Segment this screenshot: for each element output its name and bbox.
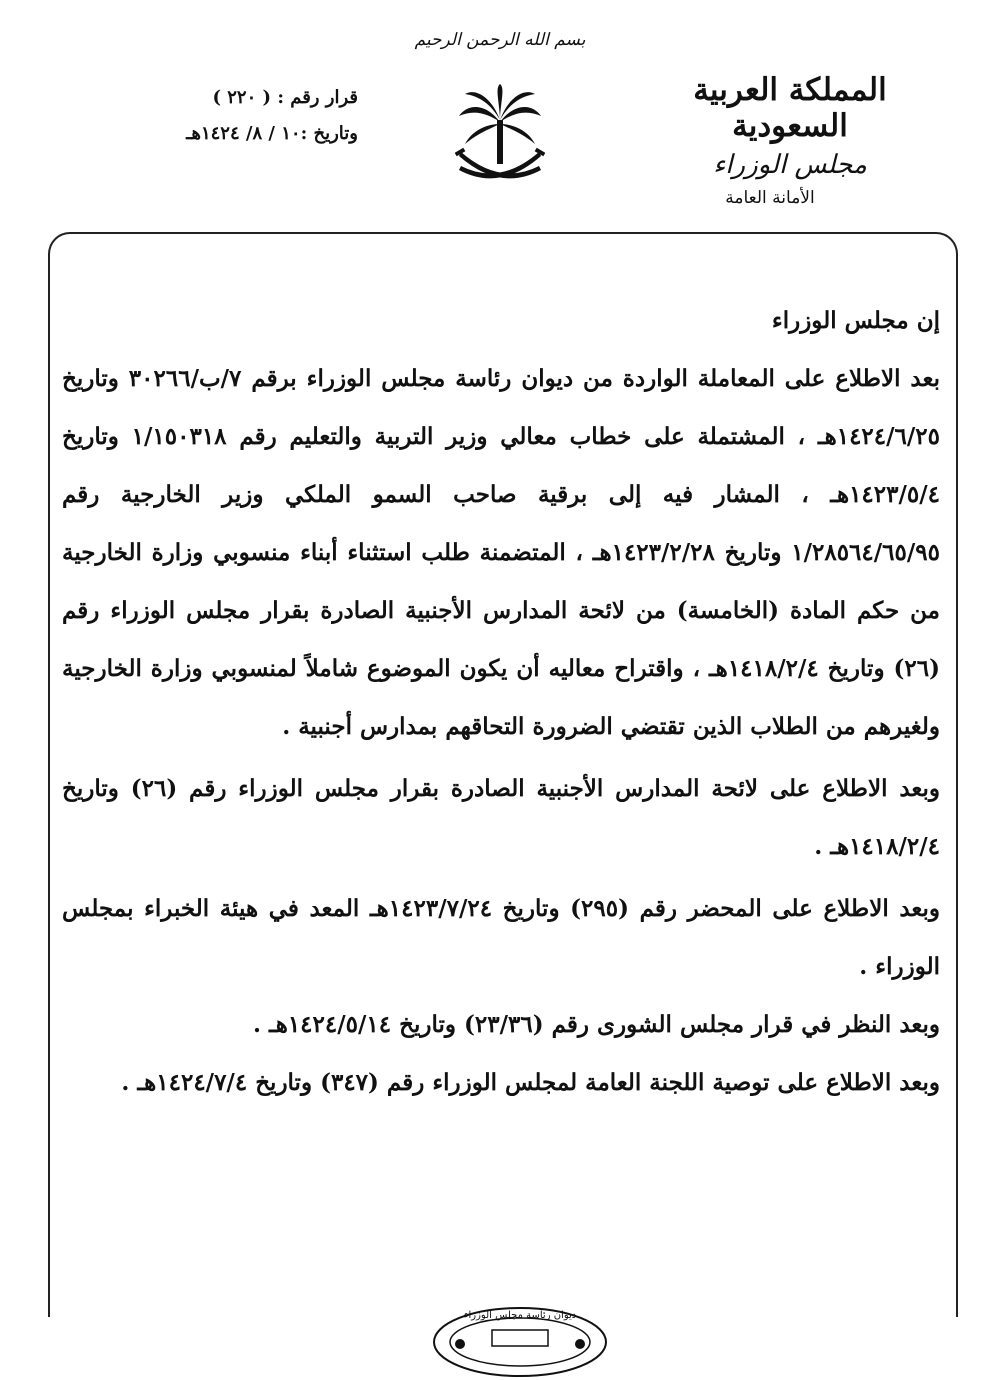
issuer-block	[640, 72, 940, 208]
council-name: مجلس الوزراء	[713, 150, 867, 180]
secretariat-name: الأمانة العامة	[725, 188, 815, 208]
opening-line: إن مجلس الوزراء	[771, 307, 940, 334]
basmala: بسم الله الرحمن الرحيم	[414, 30, 586, 50]
decision-body	[62, 292, 940, 1112]
paragraph-5: وبعد الاطلاع على توصية اللجنة العامة لمجلس الوزراء رقم (٣٤٧) وتاريخ ١٤٢٤/٧/٤هـ .	[121, 1069, 940, 1096]
palm-swords-emblem-icon	[455, 82, 545, 187]
official-stamp-icon	[430, 1298, 610, 1378]
stamp-text: ديوان رئاسة مجلس الوزراء	[463, 1310, 577, 1321]
paragraph-1: بعد الاطلاع على المعاملة الواردة من ديوان رئاسة مجلس الوزراء برقم ٧/ب/٣٠٢٦٦ وتاريخ ١٤٢٤/٦/٢٥هـ ، المشتملة على خطاب معالي وزير التربية والتعليم رقم ١/١٥٠٣١٨ وتاريخ ١٤٢٣/٥/٤هـ ، المشار فيه إلى برقية صاحب السمو الملكي وزير الخارجية رقم ١/٢٨٥٦٤/٦٥/٩٥ وتاريخ ١٤٢٣/٢/٢٨هـ ، المتضمنة طلب استثناء أبناء منسوبي وزارة الخارجية من حكم المادة (الخامسة) من لائحة المدارس الأجنبية الصادرة بقرار مجلس الوزراء رقم (٢٦) وتاريخ ١٤١٨/٢/٤هـ ، واقتراح معاليه أن يكون الموضوع شاملاً لمنسوبي وزارة الخارجية ولغيرهم من الطلاب الذين تقتضي الضرورة التحاقهم بمدارس أجنبية .	[62, 365, 940, 740]
decision-info	[88, 80, 358, 152]
paragraph-3: وبعد الاطلاع على المحضر رقم (٢٩٥) وتاريخ ١٤٢٣/٧/٢٤هـ المعد في هيئة الخبراء بمجلس الوزراء .	[62, 895, 940, 980]
paragraph-2: وبعد الاطلاع على لائحة المدارس الأجنبية الصادرة بقرار مجلس الوزراء رقم (٢٦) وتاريخ ١٤١٨/٢/٤هـ .	[62, 775, 941, 860]
decision-date: وتاريخ :١٠ / ٨/ ١٤٢٤هـ	[186, 123, 358, 144]
kingdom-name: المملكة العربية السعودية	[693, 72, 887, 144]
decision-number: قرار رقم : ( ٢٢٠ )	[212, 87, 358, 108]
paragraph-4: وبعد النظر في قرار مجلس الشورى رقم (٢٣/٣٦) وتاريخ ١٤٢٤/٥/١٤هـ .	[252, 1011, 940, 1038]
